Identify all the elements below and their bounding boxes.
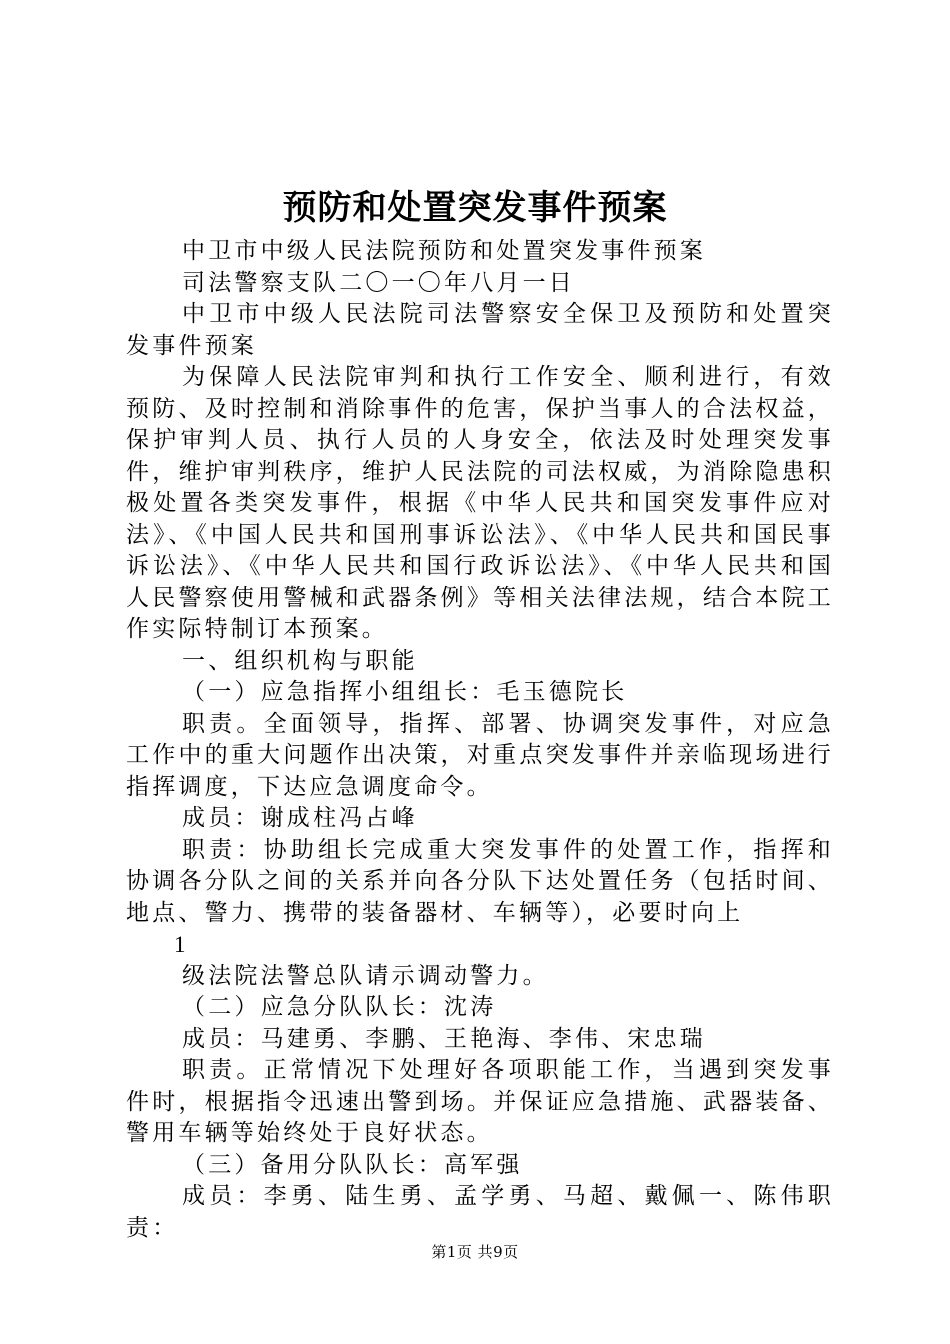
document-title: 预防和处置突发事件预案 xyxy=(282,188,668,228)
body-paragraph: 职责。正常情况下处理好各项职能工作，当遇到突发事件时，根据指令迅速出警到场。并保证应急措施、武器装备、警用车辆等始终处于良好状态。 xyxy=(126,1057,834,1146)
subsection-heading: （二）应急分队队长：沈涛 xyxy=(182,994,497,1020)
document-body xyxy=(126,236,834,1244)
body-paragraph: 中卫市中级人民法院司法警察安全保卫及预防和处置突发事件预案 xyxy=(126,301,834,359)
subsection-heading: （三）备用分队队长：高军强 xyxy=(182,1151,523,1178)
body-paragraph: 成员：李勇、陆生勇、孟学勇、马超、戴佩一、陈伟职责： xyxy=(126,1183,834,1241)
body-paragraph: 职责：协助组长完成重大突发事件的处置工作，指挥和协调各分队之间的关系并向各分队下达处置任务（包括时间、地点、警力、携带的装备器材、车辆等），必要时向上 xyxy=(126,836,834,926)
body-paragraph: 司法警察支队二〇一〇年八月一日 xyxy=(182,269,575,296)
body-paragraph: 中卫市中级人民法院预防和处置突发事件预案 xyxy=(182,238,706,264)
body-paragraph: 级法院法警总队请示调动警力。 xyxy=(182,962,549,989)
body-paragraph: 职责。全面领导，指挥、部署、协调突发事件，对应急工作中的重大问题作出决策，对重点突发事件并亲临现场进行指挥调度，下达应急调度命令。 xyxy=(126,710,834,800)
body-paragraph: 成员：谢成柱冯占峰 xyxy=(182,805,418,831)
section-heading: 一、组织机构与职能 xyxy=(182,647,418,674)
body-paragraph: 成员：马建勇、李鹏、王艳海、李伟、宋忠瑞 xyxy=(182,1025,706,1052)
inline-page-marker: 1 xyxy=(174,932,186,957)
page-footer: 第1页 共9页 xyxy=(431,1243,519,1261)
body-paragraph: 为保障人民法院审判和执行工作安全、顺利进行，有效预防、及时控制和消除事件的危害，保护当事人的合法权益，保护审判人员、执行人员的人身安全，依法及时处理突发事件，维护审判秩序，维护人民法院的司法权威，为消除隐患积极处置各类突发事件，根据《中华人民共和国突发事件应对法》、《中国人民共和国刑事诉讼法》、《中华人民共和国民事诉讼法》、《中华人民共和国行政诉讼法》、《中华人民共和国人民警察使用警械和武器条例》等相关法律法规，结合本院工作实际特制订本预案。 xyxy=(126,364,834,642)
subsection-heading: （一）应急指挥小组组长：毛玉德院长 xyxy=(182,679,628,705)
